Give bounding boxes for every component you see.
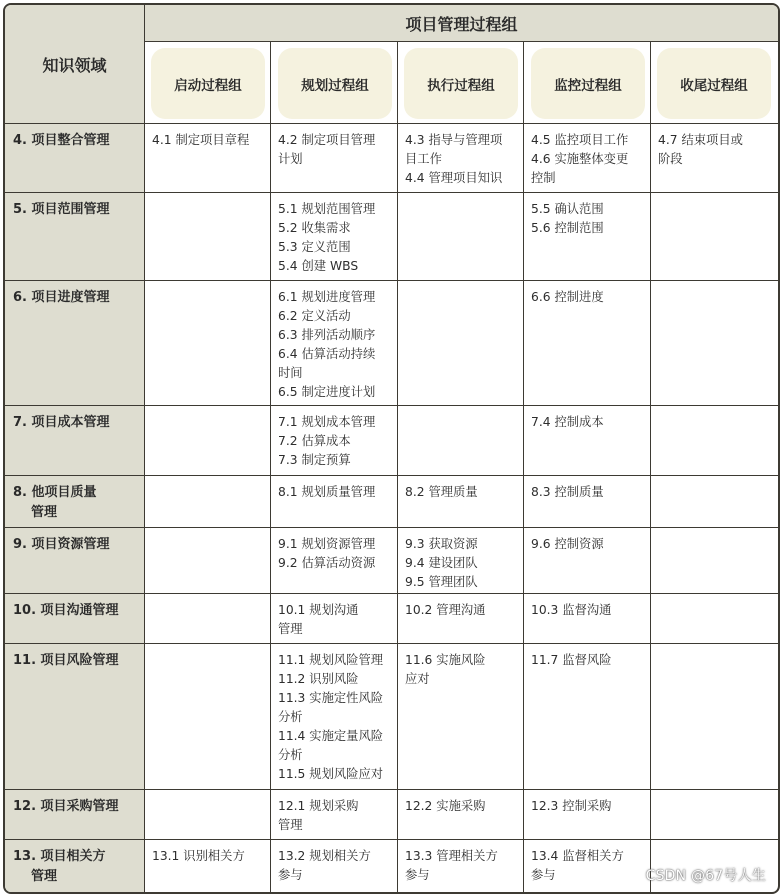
cell-initiating: [145, 193, 271, 280]
process-line: 8.3 控制质量: [531, 485, 604, 499]
process-line: 参与: [405, 868, 430, 882]
cell-monitoring: [524, 790, 651, 839]
knowledge-area-line: 5. 项目范围管理: [13, 202, 110, 217]
cell-monitoring: [524, 594, 651, 643]
cell-planning: [271, 124, 398, 192]
knowledge-area-label: [5, 644, 144, 789]
knowledge-area-label: [5, 840, 144, 892]
row-divider: [145, 41, 778, 42]
group-closing-header: 收尾过程组: [657, 48, 771, 119]
knowledge-area-line: 9. 项目资源管理: [13, 537, 110, 552]
process-line: 分析: [278, 748, 303, 762]
process-line: 4.7 结束项目或: [658, 133, 743, 147]
process-line: 12.2 实施采购: [405, 799, 486, 813]
process-line: 计划: [278, 152, 303, 166]
process-line: 8.1 规划质量管理: [278, 485, 376, 499]
process-line: 应对: [405, 672, 430, 686]
process-line: 13.4 监督相关方: [531, 849, 624, 863]
process-line: 10.2 管理沟通: [405, 603, 486, 617]
process-line: 参与: [531, 868, 556, 882]
knowledge-area-label: [5, 281, 144, 405]
process-line: 9.1 规划资源管理: [278, 537, 376, 551]
knowledge-area-label: [5, 528, 144, 593]
cell-executing: [398, 476, 524, 527]
cell-monitoring: [524, 528, 651, 593]
row-divider: [5, 643, 778, 644]
knowledge-area-line: 7. 项目成本管理: [13, 415, 110, 430]
process-line: 11.7 监督风险: [531, 653, 612, 667]
cell-executing: [398, 594, 524, 643]
row-divider: [5, 593, 778, 594]
cell-closing: [651, 281, 778, 405]
cell-initiating: [145, 281, 271, 405]
group-planning-header: 规划过程组: [278, 48, 392, 119]
cell-planning: [271, 476, 398, 527]
cell-closing: [651, 528, 778, 593]
process-line: 4.4 管理项目知识: [405, 171, 503, 185]
process-line: 9.5 管理团队: [405, 575, 478, 589]
column-divider: [523, 42, 524, 892]
cell-closing: [651, 406, 778, 475]
knowledge-area-label: [5, 193, 144, 280]
process-line: 4.3 指导与管理项: [405, 133, 503, 147]
cell-planning: [271, 193, 398, 280]
process-line: 7.4 控制成本: [531, 415, 604, 429]
cell-planning: [271, 594, 398, 643]
cell-monitoring: [524, 840, 651, 892]
process-line: 5.5 确认范围: [531, 202, 604, 216]
process-line: 11.1 规划风险管理: [278, 653, 384, 667]
process-line: 12.1 规划采购: [278, 799, 359, 813]
column-divider: [397, 42, 398, 892]
cell-initiating: [145, 790, 271, 839]
process-line: 13.3 管理相关方: [405, 849, 498, 863]
cell-initiating: [145, 406, 271, 475]
knowledge-area-label: [5, 476, 144, 527]
process-line: 11.5 规划风险应对: [278, 767, 384, 781]
cell-planning: [271, 644, 398, 789]
process-line: 11.3 实施定性风险: [278, 691, 384, 705]
process-line: 5.2 收集需求: [278, 221, 351, 235]
cell-closing: [651, 193, 778, 280]
process-line: 4.1 制定项目章程: [152, 133, 250, 147]
process-line: 6.1 规划进度管理: [278, 290, 376, 304]
knowledge-area-label: [5, 124, 144, 192]
knowledge-area-line: 管理: [31, 505, 58, 520]
knowledge-area-line: 6. 项目进度管理: [13, 290, 110, 305]
process-line: 7.1 规划成本管理: [278, 415, 376, 429]
process-line: 11.4 实施定量风险: [278, 729, 384, 743]
process-groups-table: [3, 3, 780, 894]
cell-executing: [398, 124, 524, 192]
knowledge-area-line: 4. 项目整合管理: [13, 133, 110, 148]
cell-initiating: [145, 644, 271, 789]
cell-closing: [651, 644, 778, 789]
process-line: 管理: [278, 622, 303, 636]
process-line: 5.6 控制范围: [531, 221, 604, 235]
knowledge-area-line: 12. 项目采购管理: [13, 799, 119, 814]
knowledge-area-line: 8. 他项目质量: [13, 485, 97, 500]
process-line: 6.4 估算活动持续: [278, 347, 376, 361]
group-initiating-header: 启动过程组: [151, 48, 265, 119]
cell-initiating: [145, 840, 271, 892]
process-line: 时间: [278, 366, 303, 380]
process-line: 12.3 控制采购: [531, 799, 612, 813]
knowledge-area-line: 11. 项目风险管理: [13, 653, 119, 668]
process-line: 13.2 规划相关方: [278, 849, 371, 863]
process-line: 5.1 规划范围管理: [278, 202, 376, 216]
process-line: 13.1 识别相关方: [152, 849, 245, 863]
watermark: CSDN @67号人生: [645, 868, 766, 884]
knowledge-area-line: 管理: [31, 869, 58, 884]
process-line: 6.3 排列活动顺序: [278, 328, 376, 342]
cell-executing: [398, 528, 524, 593]
cell-monitoring: [524, 124, 651, 192]
knowledge-area-label: [5, 594, 144, 643]
cell-closing: [651, 790, 778, 839]
process-line: 分析: [278, 710, 303, 724]
process-line: 11.2 识别风险: [278, 672, 359, 686]
cell-planning: [271, 840, 398, 892]
knowledge-area-header: 知识领域: [5, 5, 144, 123]
cell-closing: [651, 476, 778, 527]
row-divider: [5, 839, 778, 840]
process-line: 6.6 控制进度: [531, 290, 604, 304]
cell-monitoring: [524, 406, 651, 475]
process-line: 4.5 监控项目工作: [531, 133, 629, 147]
cell-monitoring: [524, 281, 651, 405]
knowledge-area-line: 10. 项目沟通管理: [13, 603, 119, 618]
process-line: 9.2 估算活动资源: [278, 556, 376, 570]
cell-monitoring: [524, 644, 651, 789]
cell-initiating: [145, 476, 271, 527]
process-line: 9.6 控制资源: [531, 537, 604, 551]
cell-initiating: [145, 528, 271, 593]
cell-initiating: [145, 124, 271, 192]
knowledge-area-label: [5, 406, 144, 475]
cell-closing: [651, 594, 778, 643]
cell-planning: [271, 281, 398, 405]
group-executing-header: 执行过程组: [404, 48, 518, 119]
process-line: 控制: [531, 171, 556, 185]
row-divider: [5, 475, 778, 476]
row-divider: [5, 405, 778, 406]
row-divider: [5, 527, 778, 528]
cell-planning: [271, 790, 398, 839]
process-line: 参与: [278, 868, 303, 882]
column-divider: [650, 42, 651, 892]
process-line: 6.2 定义活动: [278, 309, 351, 323]
column-divider: [270, 42, 271, 892]
column-divider: [144, 5, 145, 892]
process-line: 管理: [278, 818, 303, 832]
cell-executing: [398, 790, 524, 839]
process-line: 6.5 制定进度计划: [278, 385, 376, 399]
process-line: 8.2 管理质量: [405, 485, 478, 499]
process-line: 7.3 制定预算: [278, 453, 351, 467]
knowledge-area-line: 13. 项目相关方: [13, 849, 106, 864]
process-line: 4.2 制定项目管理: [278, 133, 376, 147]
cell-closing: [651, 124, 778, 192]
process-line: 9.3 获取资源: [405, 537, 478, 551]
cell-monitoring: [524, 476, 651, 527]
process-line: 9.4 建设团队: [405, 556, 478, 570]
cell-monitoring: [524, 193, 651, 280]
process-groups-header: 项目管理过程组: [145, 5, 778, 41]
row-divider: [5, 789, 778, 790]
cell-executing: [398, 406, 524, 475]
process-line: 目工作: [405, 152, 442, 166]
group-monitoring-header: 监控过程组: [531, 48, 645, 119]
cell-initiating: [145, 594, 271, 643]
cell-planning: [271, 406, 398, 475]
row-divider: [5, 192, 778, 193]
row-divider: [5, 280, 778, 281]
process-line: 7.2 估算成本: [278, 434, 351, 448]
cell-executing: [398, 644, 524, 789]
process-line: 4.6 实施整体变更: [531, 152, 629, 166]
process-line: 10.3 监督沟通: [531, 603, 612, 617]
cell-executing: [398, 281, 524, 405]
cell-executing: [398, 840, 524, 892]
process-line: 5.3 定义范围: [278, 240, 351, 254]
cell-planning: [271, 528, 398, 593]
process-line: 11.6 实施风险: [405, 653, 486, 667]
knowledge-area-label: [5, 790, 144, 839]
cell-executing: [398, 193, 524, 280]
row-divider: [5, 123, 778, 124]
process-line: 10.1 规划沟通: [278, 603, 359, 617]
process-line: 5.4 创建 WBS: [278, 259, 359, 273]
process-line: 阶段: [658, 152, 683, 166]
